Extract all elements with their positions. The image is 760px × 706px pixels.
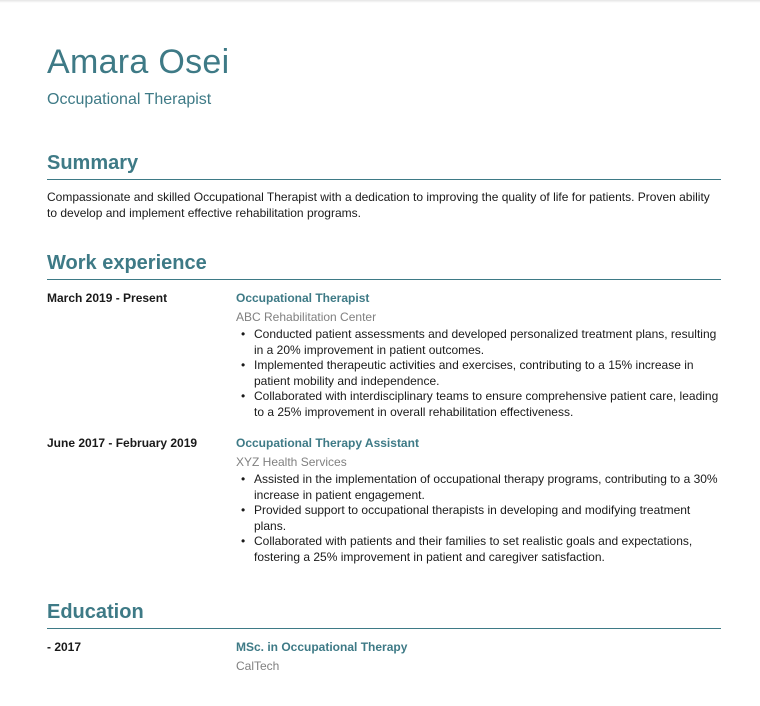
- candidate-role: Occupational Therapist: [47, 91, 212, 108]
- page-top-edge: [0, 0, 760, 3]
- education-entry-date: - 2017: [47, 640, 82, 654]
- summary-section: [47, 150, 721, 221]
- bullet-item: • Assisted in the implementation of occupational therapy programs, contributing to a 30% increase in patient engagement.: [254, 472, 721, 503]
- education-entry-degree: MSc. in Occupational Therapy: [236, 640, 408, 654]
- education-entry: [47, 638, 721, 675]
- bullet-item: • Collaborated with interdisciplinary teams to ensure comprehensive patient care, leading to a 25% improvement in overall rehabilitation effectiveness.: [254, 389, 721, 420]
- bullet-item: • Implemented therapeutic activities and exercises, contributing to a 15% increase in patient mobility and independence.: [254, 358, 721, 389]
- education-entry-school: CalTech: [236, 659, 280, 673]
- work-entry-date: June 2017 - February 2019: [47, 436, 198, 450]
- bullet-item: • Conducted patient assessments and developed personalized treatment plans, resulting in a 20% improvement in patient outcomes.: [254, 327, 721, 358]
- work-entry-title: Occupational Therapist: [236, 291, 370, 305]
- work-entry-bullets: [236, 327, 721, 420]
- candidate-name: Amara Osei: [47, 43, 230, 81]
- education-entry-body: [236, 638, 721, 675]
- work-entry-title: Occupational Therapy Assistant: [236, 436, 419, 450]
- work-entry-body: [236, 434, 721, 565]
- summary-text: Compassionate and skilled Occupational Therapist with a dedication to improving the quality of life for patients. Proven ability to develop and implement effective rehabilitation programs.: [47, 190, 710, 220]
- work-entry-date: March 2019 - Present: [47, 291, 168, 305]
- education-section: [47, 599, 721, 675]
- work-entry: [47, 434, 721, 565]
- work-experience-section: [47, 250, 721, 565]
- bullet-item: • Collaborated with patients and their families to set realistic goals and expectations, fostering a 25% improvement in patient and caregiver satisfaction.: [254, 534, 721, 565]
- work-entry-body: [236, 289, 721, 420]
- work-entry: [47, 289, 721, 420]
- summary-heading: Summary: [47, 150, 721, 180]
- work-entry-bullets: [236, 472, 721, 565]
- resume-page: [47, 40, 721, 675]
- work-entry-organization: ABC Rehabilitation Center: [236, 310, 377, 324]
- work-entry-organization: XYZ Health Services: [236, 455, 347, 469]
- education-heading: Education: [47, 599, 721, 629]
- work-experience-heading: Work experience: [47, 250, 721, 280]
- bullet-item: • Provided support to occupational therapists in developing and modifying treatment plans.: [254, 503, 721, 534]
